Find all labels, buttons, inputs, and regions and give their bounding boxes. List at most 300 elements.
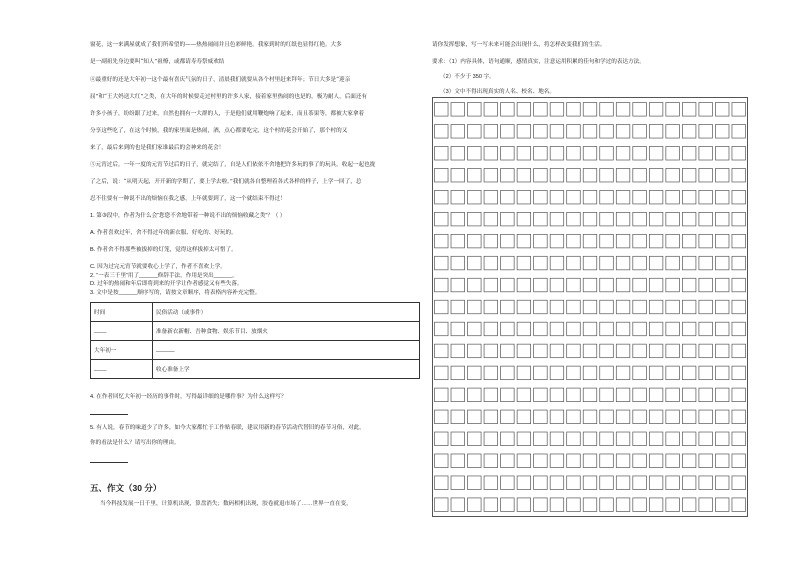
grid-cell[interactable] (600, 344, 614, 358)
grid-cell[interactable] (451, 344, 465, 358)
grid-cell[interactable] (567, 344, 581, 358)
grid-cell[interactable] (501, 498, 515, 512)
grid-cell[interactable] (567, 366, 581, 380)
grid-cell[interactable] (633, 344, 647, 358)
grid-cell[interactable] (616, 103, 630, 117)
grid-cell[interactable] (732, 388, 746, 402)
grid-cell[interactable] (732, 366, 746, 380)
grid-cell[interactable] (484, 146, 498, 160)
table-cell[interactable]: ____ (91, 322, 153, 341)
grid-cell[interactable] (682, 344, 696, 358)
grid-cell[interactable] (616, 388, 630, 402)
grid-cell[interactable] (633, 190, 647, 204)
grid-cell[interactable] (468, 168, 482, 182)
grid-cell[interactable] (451, 212, 465, 226)
grid-cell[interactable] (633, 366, 647, 380)
grid-cell[interactable] (451, 146, 465, 160)
grid-cell[interactable] (484, 278, 498, 292)
grid-cell[interactable] (715, 454, 729, 468)
grid-cell[interactable] (649, 322, 663, 336)
grid-cell[interactable] (616, 146, 630, 160)
grid-cell[interactable] (600, 300, 614, 314)
grid-cell[interactable] (600, 234, 614, 248)
grid-cell[interactable] (682, 454, 696, 468)
grid-cell[interactable] (699, 476, 713, 490)
grid-cell[interactable] (550, 256, 564, 270)
grid-cell[interactable] (649, 103, 663, 117)
grid-cell[interactable] (517, 432, 531, 446)
grid-cell[interactable] (534, 388, 548, 402)
grid-cell[interactable] (517, 344, 531, 358)
grid-cell[interactable] (567, 256, 581, 270)
grid-cell[interactable] (600, 146, 614, 160)
grid-cell[interactable] (600, 432, 614, 446)
grid-cell[interactable] (550, 432, 564, 446)
grid-cell[interactable] (600, 322, 614, 336)
grid-cell[interactable] (699, 190, 713, 204)
grid-cell[interactable] (649, 432, 663, 446)
grid-cell[interactable] (484, 190, 498, 204)
grid-cell[interactable] (517, 256, 531, 270)
grid-cell[interactable] (616, 125, 630, 139)
grid-cell[interactable] (715, 432, 729, 446)
grid-cell[interactable] (699, 234, 713, 248)
grid-cell[interactable] (567, 322, 581, 336)
grid-cell[interactable] (715, 190, 729, 204)
grid-cell[interactable] (468, 234, 482, 248)
grid-cell[interactable] (616, 366, 630, 380)
grid-cell[interactable] (682, 322, 696, 336)
grid-cell[interactable] (715, 498, 729, 512)
grid-cell[interactable] (451, 234, 465, 248)
grid-cell[interactable] (633, 103, 647, 117)
grid-cell[interactable] (649, 344, 663, 358)
grid-cell[interactable] (583, 168, 597, 182)
grid-cell[interactable] (501, 388, 515, 402)
grid-cell[interactable] (649, 212, 663, 226)
grid-cell[interactable] (550, 300, 564, 314)
grid-cell[interactable] (534, 454, 548, 468)
grid-cell[interactable] (567, 212, 581, 226)
grid-cell[interactable] (715, 388, 729, 402)
grid-cell[interactable] (715, 146, 729, 160)
grid-cell[interactable] (468, 454, 482, 468)
grid-cell[interactable] (517, 278, 531, 292)
grid-cell[interactable] (666, 410, 680, 424)
grid-cell[interactable] (434, 322, 448, 336)
grid-cell[interactable] (732, 278, 746, 292)
grid-cell[interactable] (468, 300, 482, 314)
grid-cell[interactable] (699, 410, 713, 424)
grid-cell[interactable] (468, 322, 482, 336)
grid-cell[interactable] (468, 476, 482, 490)
grid-cell[interactable] (484, 168, 498, 182)
grid-cell[interactable] (633, 256, 647, 270)
grid-cell[interactable] (682, 498, 696, 512)
grid-cell[interactable] (600, 278, 614, 292)
grid-cell[interactable] (517, 125, 531, 139)
grid-cell[interactable] (550, 125, 564, 139)
grid-cell[interactable] (666, 388, 680, 402)
grid-cell[interactable] (649, 498, 663, 512)
grid-cell[interactable] (666, 300, 680, 314)
grid-cell[interactable] (517, 454, 531, 468)
grid-cell[interactable] (649, 410, 663, 424)
grid-cell[interactable] (484, 300, 498, 314)
grid-cell[interactable] (517, 103, 531, 117)
grid-cell[interactable] (501, 125, 515, 139)
grid-cell[interactable] (517, 410, 531, 424)
grid-cell[interactable] (715, 212, 729, 226)
grid-cell[interactable] (600, 498, 614, 512)
grid-cell[interactable] (517, 300, 531, 314)
grid-cell[interactable] (501, 212, 515, 226)
grid-cell[interactable] (434, 103, 448, 117)
grid-cell[interactable] (468, 278, 482, 292)
grid-cell[interactable] (468, 103, 482, 117)
grid-cell[interactable] (534, 190, 548, 204)
grid-cell[interactable] (633, 388, 647, 402)
grid-cell[interactable] (534, 322, 548, 336)
grid-cell[interactable] (649, 168, 663, 182)
grid-cell[interactable] (682, 256, 696, 270)
grid-cell[interactable] (468, 498, 482, 512)
grid-cell[interactable] (451, 410, 465, 424)
grid-cell[interactable] (715, 410, 729, 424)
grid-cell[interactable] (649, 125, 663, 139)
grid-cell[interactable] (501, 476, 515, 490)
grid-cell[interactable] (451, 388, 465, 402)
grid-cell[interactable] (633, 168, 647, 182)
grid-cell[interactable] (616, 410, 630, 424)
grid-cell[interactable] (682, 190, 696, 204)
grid-cell[interactable] (732, 168, 746, 182)
grid-cell[interactable] (682, 476, 696, 490)
grid-cell[interactable] (699, 103, 713, 117)
grid-cell[interactable] (616, 256, 630, 270)
grid-cell[interactable] (715, 344, 729, 358)
grid-cell[interactable] (451, 498, 465, 512)
grid-cell[interactable] (699, 300, 713, 314)
grid-cell[interactable] (583, 125, 597, 139)
grid-cell[interactable] (534, 125, 548, 139)
grid-cell[interactable] (600, 168, 614, 182)
grid-cell[interactable] (517, 168, 531, 182)
grid-cell[interactable] (550, 366, 564, 380)
grid-cell[interactable] (468, 256, 482, 270)
grid-cell[interactable] (732, 234, 746, 248)
grid-cell[interactable] (517, 498, 531, 512)
grid-cell[interactable] (633, 410, 647, 424)
grid-cell[interactable] (583, 300, 597, 314)
grid-cell[interactable] (583, 432, 597, 446)
grid-cell[interactable] (732, 300, 746, 314)
grid-cell[interactable] (534, 410, 548, 424)
grid-cell[interactable] (649, 388, 663, 402)
grid-cell[interactable] (616, 432, 630, 446)
grid-cell[interactable] (567, 498, 581, 512)
grid-cell[interactable] (583, 190, 597, 204)
grid-cell[interactable] (583, 476, 597, 490)
grid-cell[interactable] (484, 212, 498, 226)
grid-cell[interactable] (633, 300, 647, 314)
grid-cell[interactable] (682, 212, 696, 226)
grid-cell[interactable] (616, 322, 630, 336)
grid-cell[interactable] (534, 256, 548, 270)
grid-cell[interactable] (434, 190, 448, 204)
grid-cell[interactable] (534, 168, 548, 182)
grid-cell[interactable] (633, 125, 647, 139)
grid-cell[interactable] (434, 432, 448, 446)
grid-cell[interactable] (484, 234, 498, 248)
grid-cell[interactable] (699, 454, 713, 468)
grid-cell[interactable] (699, 146, 713, 160)
grid-cell[interactable] (468, 410, 482, 424)
grid-cell[interactable] (468, 190, 482, 204)
grid-cell[interactable] (468, 146, 482, 160)
grid-cell[interactable] (633, 212, 647, 226)
answer-blank[interactable] (90, 462, 128, 463)
grid-cell[interactable] (451, 190, 465, 204)
grid-cell[interactable] (550, 388, 564, 402)
grid-cell[interactable] (666, 146, 680, 160)
grid-cell[interactable] (732, 476, 746, 490)
grid-cell[interactable] (600, 388, 614, 402)
grid-cell[interactable] (434, 168, 448, 182)
grid-cell[interactable] (699, 125, 713, 139)
grid-cell[interactable] (682, 300, 696, 314)
grid-cell[interactable] (501, 344, 515, 358)
grid-cell[interactable] (501, 366, 515, 380)
grid-cell[interactable] (567, 168, 581, 182)
grid-cell[interactable] (616, 476, 630, 490)
grid-cell[interactable] (434, 278, 448, 292)
grid-cell[interactable] (517, 388, 531, 402)
grid-cell[interactable] (715, 366, 729, 380)
grid-cell[interactable] (501, 432, 515, 446)
grid-cell[interactable] (633, 278, 647, 292)
grid-cell[interactable] (666, 344, 680, 358)
grid-cell[interactable] (484, 476, 498, 490)
grid-cell[interactable] (732, 146, 746, 160)
grid-cell[interactable] (550, 190, 564, 204)
grid-cell[interactable] (682, 410, 696, 424)
grid-cell[interactable] (484, 388, 498, 402)
grid-cell[interactable] (732, 212, 746, 226)
grid-cell[interactable] (649, 278, 663, 292)
grid-cell[interactable] (517, 366, 531, 380)
grid-cell[interactable] (583, 146, 597, 160)
grid-cell[interactable] (484, 454, 498, 468)
grid-cell[interactable] (583, 388, 597, 402)
grid-cell[interactable] (517, 234, 531, 248)
grid-cell[interactable] (550, 146, 564, 160)
grid-cell[interactable] (550, 212, 564, 226)
grid-cell[interactable] (633, 476, 647, 490)
grid-cell[interactable] (583, 344, 597, 358)
grid-cell[interactable] (666, 322, 680, 336)
grid-cell[interactable] (434, 146, 448, 160)
grid-cell[interactable] (434, 256, 448, 270)
grid-cell[interactable] (434, 344, 448, 358)
grid-cell[interactable] (633, 454, 647, 468)
grid-cell[interactable] (484, 498, 498, 512)
grid-cell[interactable] (715, 300, 729, 314)
grid-cell[interactable] (550, 278, 564, 292)
grid-cell[interactable] (715, 125, 729, 139)
grid-cell[interactable] (517, 146, 531, 160)
grid-cell[interactable] (600, 476, 614, 490)
grid-cell[interactable] (501, 190, 515, 204)
grid-cell[interactable] (501, 234, 515, 248)
grid-cell[interactable] (451, 168, 465, 182)
grid-cell[interactable] (434, 454, 448, 468)
grid-cell[interactable] (567, 388, 581, 402)
grid-cell[interactable] (715, 256, 729, 270)
grid-cell[interactable] (451, 454, 465, 468)
grid-cell[interactable] (682, 168, 696, 182)
grid-cell[interactable] (600, 454, 614, 468)
grid-cell[interactable] (567, 410, 581, 424)
grid-cell[interactable] (517, 212, 531, 226)
grid-cell[interactable] (715, 476, 729, 490)
writing-grid[interactable] (432, 97, 748, 517)
grid-cell[interactable] (451, 300, 465, 314)
grid-cell[interactable] (534, 498, 548, 512)
grid-cell[interactable] (600, 103, 614, 117)
grid-cell[interactable] (633, 432, 647, 446)
grid-cell[interactable] (550, 476, 564, 490)
grid-cell[interactable] (550, 344, 564, 358)
grid-cell[interactable] (649, 190, 663, 204)
grid-cell[interactable] (616, 344, 630, 358)
grid-cell[interactable] (501, 103, 515, 117)
grid-cell[interactable] (501, 146, 515, 160)
grid-cell[interactable] (715, 278, 729, 292)
grid-cell[interactable] (550, 454, 564, 468)
grid-cell[interactable] (434, 300, 448, 314)
grid-cell[interactable] (583, 322, 597, 336)
grid-cell[interactable] (666, 125, 680, 139)
grid-cell[interactable] (649, 234, 663, 248)
grid-cell[interactable] (484, 410, 498, 424)
grid-cell[interactable] (666, 432, 680, 446)
grid-cell[interactable] (451, 256, 465, 270)
grid-cell[interactable] (649, 366, 663, 380)
grid-cell[interactable] (682, 234, 696, 248)
grid-cell[interactable] (666, 476, 680, 490)
grid-cell[interactable] (583, 234, 597, 248)
grid-cell[interactable] (699, 322, 713, 336)
grid-cell[interactable] (616, 212, 630, 226)
grid-cell[interactable] (501, 278, 515, 292)
grid-cell[interactable] (732, 256, 746, 270)
grid-cell[interactable] (666, 454, 680, 468)
grid-cell[interactable] (633, 234, 647, 248)
grid-cell[interactable] (468, 432, 482, 446)
grid-cell[interactable] (501, 300, 515, 314)
grid-cell[interactable] (732, 190, 746, 204)
grid-cell[interactable] (682, 278, 696, 292)
grid-cell[interactable] (534, 344, 548, 358)
grid-cell[interactable] (732, 125, 746, 139)
grid-cell[interactable] (484, 256, 498, 270)
grid-cell[interactable] (732, 432, 746, 446)
grid-cell[interactable] (715, 103, 729, 117)
grid-cell[interactable] (682, 125, 696, 139)
grid-cell[interactable] (699, 256, 713, 270)
grid-cell[interactable] (434, 476, 448, 490)
grid-cell[interactable] (451, 322, 465, 336)
grid-cell[interactable] (616, 168, 630, 182)
grid-cell[interactable] (682, 366, 696, 380)
grid-cell[interactable] (434, 234, 448, 248)
grid-cell[interactable] (699, 388, 713, 402)
grid-cell[interactable] (732, 410, 746, 424)
grid-cell[interactable] (484, 366, 498, 380)
grid-cell[interactable] (682, 388, 696, 402)
grid-cell[interactable] (550, 103, 564, 117)
grid-cell[interactable] (583, 212, 597, 226)
grid-cell[interactable] (567, 146, 581, 160)
grid-cell[interactable] (666, 498, 680, 512)
grid-cell[interactable] (550, 498, 564, 512)
grid-cell[interactable] (732, 344, 746, 358)
grid-cell[interactable] (468, 125, 482, 139)
grid-cell[interactable] (699, 278, 713, 292)
grid-cell[interactable] (583, 256, 597, 270)
grid-cell[interactable] (633, 498, 647, 512)
grid-cell[interactable] (732, 103, 746, 117)
grid-cell[interactable] (732, 454, 746, 468)
grid-cell[interactable] (666, 168, 680, 182)
grid-cell[interactable] (600, 366, 614, 380)
grid-cell[interactable] (534, 300, 548, 314)
grid-cell[interactable] (534, 234, 548, 248)
grid-cell[interactable] (451, 432, 465, 446)
grid-cell[interactable] (534, 432, 548, 446)
grid-cell[interactable] (616, 234, 630, 248)
grid-cell[interactable] (583, 366, 597, 380)
grid-cell[interactable] (501, 410, 515, 424)
grid-cell[interactable] (517, 190, 531, 204)
grid-cell[interactable] (715, 234, 729, 248)
grid-cell[interactable] (715, 168, 729, 182)
grid-cell[interactable] (484, 103, 498, 117)
grid-cell[interactable] (451, 103, 465, 117)
grid-cell[interactable] (534, 146, 548, 160)
grid-cell[interactable] (501, 256, 515, 270)
grid-cell[interactable] (699, 498, 713, 512)
grid-cell[interactable] (484, 432, 498, 446)
grid-cell[interactable] (484, 125, 498, 139)
grid-cell[interactable] (434, 366, 448, 380)
grid-cell[interactable] (666, 212, 680, 226)
grid-cell[interactable] (715, 322, 729, 336)
grid-cell[interactable] (682, 103, 696, 117)
grid-cell[interactable] (616, 454, 630, 468)
grid-cell[interactable] (434, 410, 448, 424)
grid-cell[interactable] (567, 234, 581, 248)
grid-cell[interactable] (616, 498, 630, 512)
grid-cell[interactable] (682, 432, 696, 446)
grid-cell[interactable] (616, 278, 630, 292)
grid-cell[interactable] (451, 125, 465, 139)
grid-cell[interactable] (567, 125, 581, 139)
answer-blank[interactable] (90, 414, 128, 415)
grid-cell[interactable] (501, 168, 515, 182)
grid-cell[interactable] (583, 410, 597, 424)
